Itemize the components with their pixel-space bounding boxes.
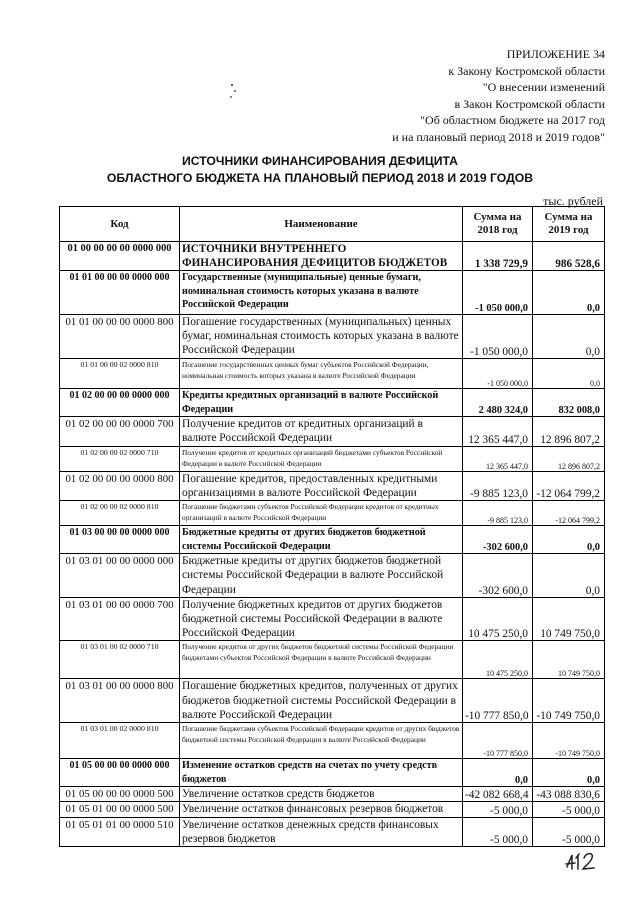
table-header-row bbox=[60, 207, 605, 242]
table-row bbox=[60, 787, 605, 802]
row-sum-2018: 0,0 bbox=[463, 759, 533, 787]
row-name: Государственные (муниципальные) ценные бумаги, номинальная стоимость которых указана в валюте Российской Федерации bbox=[180, 271, 463, 315]
table-row bbox=[60, 554, 605, 598]
row-sum-2019: 0,0 bbox=[533, 759, 605, 787]
row-sum-2019: -5 000,0 bbox=[533, 817, 605, 846]
row-sum-2018: -1 050 000,0 bbox=[463, 271, 533, 315]
table-row bbox=[60, 271, 605, 315]
row-sum-2018: -302 600,0 bbox=[463, 526, 533, 554]
row-sum-2019: -12 064 799,2 bbox=[533, 471, 605, 500]
row-code: 01 01 00 00 00 0000 000 bbox=[60, 271, 180, 315]
row-code: 01 03 01 00 02 0000 710 bbox=[60, 641, 180, 679]
row-name: Увеличение остатков денежных средств финансовых резервов бюджетов bbox=[180, 817, 463, 846]
table-row bbox=[60, 641, 605, 679]
row-sum-2018: -5 000,0 bbox=[463, 817, 533, 846]
row-sum-2018: -1 050 000,0 bbox=[463, 315, 533, 359]
row-sum-2018: 2 480 324,0 bbox=[463, 389, 533, 417]
row-code: 01 01 00 00 02 0000 810 bbox=[60, 359, 180, 389]
row-sum-2019: -10 749 750,0 bbox=[533, 679, 605, 723]
row-name: Погашение бюджетами субъектов Российской Федерации кредитов от других бюджетов бюджетной системы Российской Федерации в валюте Российской Федерации bbox=[180, 723, 463, 759]
annex-line: к Закону Костромской области bbox=[448, 63, 605, 78]
table-row bbox=[60, 679, 605, 723]
table-row bbox=[60, 389, 605, 417]
title-line: ИСТОЧНИКИ ФИНАНСИРОВАНИЯ ДЕФИЦИТА bbox=[182, 154, 458, 168]
table-body bbox=[60, 242, 605, 847]
row-sum-2019: 12 896 807,2 bbox=[533, 417, 605, 446]
annex-line: "Об областном бюджете на 2017 год bbox=[420, 113, 605, 127]
row-sum-2019: 10 749 750,0 bbox=[533, 641, 605, 679]
row-code: 01 02 00 00 00 0000 000 bbox=[60, 389, 180, 417]
row-sum-2018: -10 777 850,0 bbox=[463, 679, 533, 723]
row-sum-2018: 12 365 447,0 bbox=[463, 417, 533, 446]
row-sum-2019: 12 896 807,2 bbox=[533, 446, 605, 471]
row-sum-2018: 10 475 250,0 bbox=[463, 597, 533, 641]
row-code: 01 02 00 00 02 0000 810 bbox=[60, 501, 180, 526]
row-code: 01 02 00 00 00 0000 800 bbox=[60, 471, 180, 500]
table-row bbox=[60, 315, 605, 359]
row-sum-2019: 0,0 bbox=[533, 271, 605, 315]
row-sum-2018: -1 050 000,0 bbox=[463, 359, 533, 389]
header-code: Код bbox=[60, 207, 180, 242]
row-sum-2018: 12 365 447,0 bbox=[463, 446, 533, 471]
header-sum-2019: Сумма на 2019 год bbox=[533, 207, 605, 242]
table-row bbox=[60, 597, 605, 641]
row-sum-2018: -302 600,0 bbox=[463, 554, 533, 598]
row-code: 01 05 01 00 00 0000 500 bbox=[60, 802, 180, 817]
annex-header bbox=[275, 46, 605, 145]
row-sum-2018: -9 885 123,0 bbox=[463, 471, 533, 500]
row-sum-2018: -9 885 123,0 bbox=[463, 501, 533, 526]
row-name: Увеличение остатков средств бюджетов bbox=[180, 787, 463, 802]
row-sum-2019: 0,0 bbox=[533, 526, 605, 554]
table-row bbox=[60, 817, 605, 846]
row-code: 01 03 01 00 00 0000 800 bbox=[60, 679, 180, 723]
row-sum-2018: 10 475 250,0 bbox=[463, 641, 533, 679]
annex-line: и на плановый период 2018 и 2019 годов" bbox=[392, 129, 605, 144]
row-name: Погашение государственных (муниципальных) ценных бумаг, номинальная стоимость которых указана в валюте Российской Федерации bbox=[180, 315, 463, 359]
row-code: 01 02 00 00 02 0000 710 bbox=[60, 446, 180, 471]
annex-line: ПРИЛОЖЕНИЕ 34 bbox=[506, 47, 605, 61]
row-sum-2019: 832 008,0 bbox=[533, 389, 605, 417]
row-sum-2019: 0,0 bbox=[533, 554, 605, 598]
row-code: 01 05 00 00 00 0000 500 bbox=[60, 787, 180, 802]
scan-speck bbox=[231, 84, 233, 86]
table-row bbox=[60, 526, 605, 554]
table-row bbox=[60, 501, 605, 526]
table-row bbox=[60, 417, 605, 446]
title-line: ОБЛАСТНОГО БЮДЖЕТА НА ПЛАНОВЫЙ ПЕРИОД 2018 И 2019 ГОДОВ bbox=[106, 171, 534, 185]
row-sum-2018: -10 777 850,0 bbox=[463, 723, 533, 759]
row-sum-2018: 1 338 729,9 bbox=[463, 242, 533, 271]
row-name: ИСТОЧНИКИ ВНУТРЕННЕГО ФИНАНСИРОВАНИЯ ДЕФИЦИТОВ БЮДЖЕТОВ bbox=[180, 242, 463, 271]
row-name: Получение бюджетных кредитов от других бюджетов бюджетной системы Российской Федерации в валюте Российской Федерации bbox=[180, 597, 463, 641]
row-code: 01 00 00 00 00 0000 000 bbox=[60, 242, 180, 271]
handwritten-page-number bbox=[563, 846, 607, 872]
row-name: Погашение бюджетных кредитов, полученных от других бюджетов бюджетной системы Российской Федерации в валюте Российской Федерации bbox=[180, 679, 463, 723]
row-name: Получение кредитов от кредитных организаций бюджетами субъектов Российской Федерации в валюте Российской Федерации bbox=[180, 446, 463, 471]
row-code: 01 05 00 00 00 0000 000 bbox=[60, 759, 180, 787]
row-sum-2019: 0,0 bbox=[533, 359, 605, 389]
row-code: 01 02 00 00 00 0000 700 bbox=[60, 417, 180, 446]
document-title bbox=[0, 153, 640, 187]
row-name: Бюджетные кредиты от других бюджетов бюджетной системы Российской Федерации bbox=[180, 526, 463, 554]
financing-table bbox=[59, 206, 605, 847]
row-name: Получение кредитов от кредитных организаций в валюте Российской Федерации bbox=[180, 417, 463, 446]
row-name: Кредиты кредитных организаций в валюте Российской Федерации bbox=[180, 389, 463, 417]
table-row bbox=[60, 802, 605, 817]
table-row bbox=[60, 242, 605, 271]
row-code: 01 03 00 00 00 0000 000 bbox=[60, 526, 180, 554]
row-name: Погашение бюджетами субъектов Российской Федерации кредитов от кредитных организаций в валюте Российской Федерации bbox=[180, 501, 463, 526]
units-label: тыс. рублей bbox=[543, 194, 603, 208]
table-row bbox=[60, 723, 605, 759]
row-sum-2019: 10 749 750,0 bbox=[533, 597, 605, 641]
row-sum-2019: -5 000,0 bbox=[533, 802, 605, 817]
row-code: 01 03 01 00 02 0000 810 bbox=[60, 723, 180, 759]
row-name: Получение кредитов от других бюджетов бюджетной системы Российской Федерации бюджетами субъектов Российской Федерации в валюте Российской Федерации bbox=[180, 641, 463, 679]
row-name: Погашение государственных ценных бумаг субъектов Российской Федерации, номинальная стоимость которых указана в валюте Российской Федерации bbox=[180, 359, 463, 389]
row-code: 01 03 01 00 00 0000 700 bbox=[60, 597, 180, 641]
table-row bbox=[60, 471, 605, 500]
header-name: Наименование bbox=[180, 207, 463, 242]
row-sum-2018: -5 000,0 bbox=[463, 802, 533, 817]
row-name: Изменение остатков средств на счетах по учету средств бюджетов bbox=[180, 759, 463, 787]
row-sum-2019: -12 064 799,2 bbox=[533, 501, 605, 526]
row-sum-2019: 986 528,6 bbox=[533, 242, 605, 271]
row-name: Бюджетные кредиты от других бюджетов бюджетной системы Российской Федерации в валюте Российской Федерации bbox=[180, 554, 463, 598]
annex-line: "О внесении изменений bbox=[482, 80, 605, 94]
header-sum-2018: Сумма на 2018 год bbox=[463, 207, 533, 242]
row-sum-2019: -43 088 830,6 bbox=[533, 787, 605, 802]
row-sum-2018: -42 082 668,4 bbox=[463, 787, 533, 802]
row-sum-2019: 0,0 bbox=[533, 315, 605, 359]
row-name: Погашение кредитов, предоставленных кредитными организациями в валюте Российской Федерации bbox=[180, 471, 463, 500]
row-code: 01 03 01 00 00 0000 000 bbox=[60, 554, 180, 598]
row-code: 01 01 00 00 00 0000 800 bbox=[60, 315, 180, 359]
row-sum-2019: -10 749 750,0 bbox=[533, 723, 605, 759]
table-row bbox=[60, 759, 605, 787]
table-row bbox=[60, 359, 605, 389]
table-row bbox=[60, 446, 605, 471]
row-name: Увеличение остатков финансовых резервов бюджетов bbox=[180, 802, 463, 817]
row-code: 01 05 01 01 00 0000 510 bbox=[60, 817, 180, 846]
annex-line: в Закон Костромской области bbox=[454, 96, 605, 111]
